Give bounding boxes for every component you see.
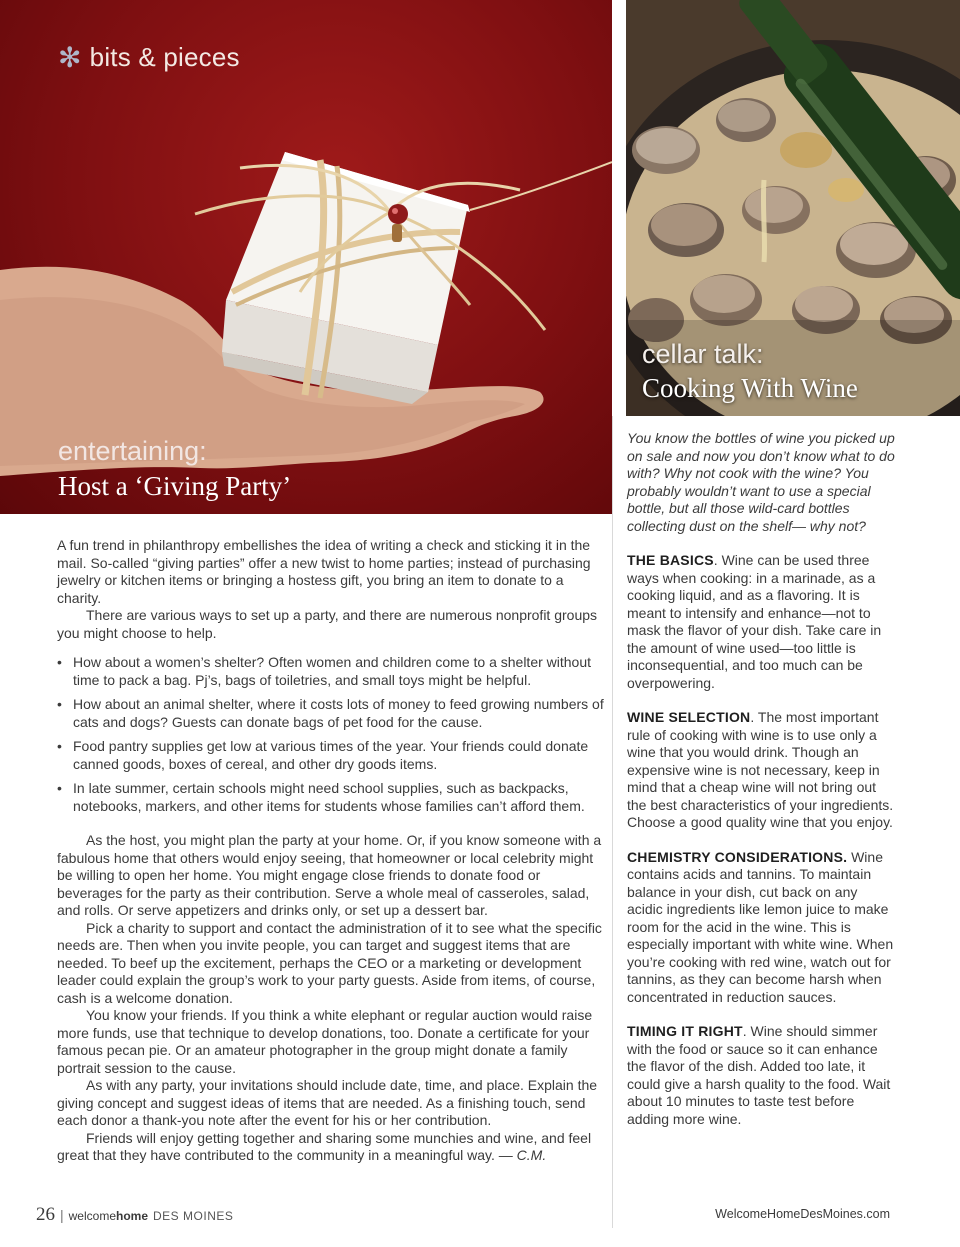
- sidebar-section: [627, 709, 895, 832]
- column-divider: [612, 416, 613, 1228]
- hero-image-gift: [0, 0, 612, 514]
- section-text: . Wine should simmer with the food or sauce so it can enhance the flavor of the dish. Added too late, it could give a harsh quality to the food. Wait about 10 minutes to taste test before adding more wine.: [627, 1023, 891, 1127]
- website-url: WelcomeHomeDesMoines.com: [715, 1207, 890, 1221]
- list-item: • In late summer, certain schools might need school supplies, such as backpacks, notebooks, markers, and other items for students whose families can’t afford them.: [73, 780, 605, 815]
- brand-bold: home: [116, 1209, 149, 1223]
- section-tag-label: bits & pieces: [89, 42, 240, 72]
- article-paragraph: Pick a charity to support and contact the administration of it to see what the specific needs are. Then when you invite people, you can target and suggest items that are needed. To beef up the excitement, perhaps the CEO or a marketing or development leader could explain the group’s work to your party guests. Aside from items, of course, cash is a welcome donation.: [57, 919, 602, 1006]
- sidebar-section: [627, 1023, 895, 1128]
- article-title: Host a ‘Giving Party’: [58, 471, 292, 501]
- brand-light: welcome: [68, 1209, 116, 1223]
- author-signature: C.M.: [516, 1147, 547, 1163]
- section-text: Wine contains acids and tannins. To maintain balance in your dish, cut back on any acidic ingredients like lemon juice to make room for the acid in the wine. This is especially important with white wine. When you’re cooking with red wine, watch out for tannins, as they can become harsh when concentrated in reduction sauces.: [627, 848, 894, 1005]
- article-paragraph: A fun trend in philanthropy embellishes the idea of writing a check and sticking it in the mail. So-called “giving parties” offer a new twist to home parties; instead of purchasing jewelry or kitchen items or bringing a hostess gift, you bring an item to donate to a charity.: [57, 537, 591, 606]
- article-paragraph: You know your friends. If you think a white elephant or regular auction would raise more funds, use that technique to develop donations, too. Donate a certificate for your famous pecan pie. Or an amateur photographer in the group might donate a family portrait session to the cause.: [57, 1007, 593, 1076]
- article-paragraph: As with any party, your invitations should include date, time, and place. Explain the giving concept and suggest ideas of items that are needed. As a finishing touch, send each donor a thank-you note after the event for his or her contribution.: [57, 1077, 598, 1128]
- sidebar-intro: You know the bottles of wine you picked up on sale and now you don’t know what to do with? Why not cook with the wine? You probably wouldn’t want to use a special bottle, but all those wild-card bottles collecting dust on the shelf— why not?: [627, 430, 895, 534]
- section-lead: THE BASICS: [627, 552, 714, 568]
- section-lead: CHEMISTRY CONSIDERATIONS.: [627, 848, 848, 865]
- page-number: 26: [36, 1204, 55, 1225]
- article-kicker: entertaining:: [58, 436, 207, 466]
- section-tag: [58, 42, 240, 73]
- article-paragraph: There are various ways to set up a party, and there are numerous nonprofit groups you might choose to help.: [57, 607, 598, 641]
- magazine-brand: [69, 1209, 148, 1223]
- sidebar-title: Cooking With Wine: [642, 373, 858, 403]
- section-text: . The most important rule of cooking with wine is to use only a wine that you would drink. Though an expensive wine is not necessary, keep in mind that a cheap wine will not bring out the best characteristics of your ingredients. Choose a good quality wine that you enjoy.: [627, 709, 894, 830]
- closing-text: Friends will enjoy getting together and sharing some munchies and wine, and feel great that they have contributed to the community in a meaningful way. —: [57, 1129, 592, 1163]
- folio-separator: |: [60, 1207, 64, 1223]
- section-text: . Wine can be used three ways when cooking: in a marinade, as a cooking liquid, and as a flavoring. It is meant to intensify and enhance—not to mask the flavor of your dish. Take care in the amount of wine used—too little is inconsequential, and too much can be overpowering.: [627, 552, 882, 691]
- list-item: • Food pantry supplies get low at various times of the year. Your friends could donate canned goods, boxes of cereal, and other dry goods items.: [73, 738, 605, 773]
- ideas-list: [57, 654, 605, 815]
- article-paragraph: As the host, you might plan the party at your home. Or, if you know someone with a fabulous home that others would enjoy seeing, that homeowner or local celebrity might be willing to open her home. You might engage close friends to donate food or beverages for the party as their contribution. Serve a whole meal of casseroles, salad, and rolls. Or serve appetizers and drinks only, or set up a dessert bar.: [57, 832, 602, 918]
- article-body: [57, 537, 605, 1165]
- asterisk-flower-icon: ✻: [58, 41, 82, 73]
- section-lead: WINE SELECTION: [627, 709, 751, 725]
- section-lead: TIMING IT RIGHT: [627, 1023, 743, 1039]
- brand-city: DES MOINES: [153, 1209, 234, 1223]
- article-paragraph-final: [57, 1130, 605, 1165]
- footer-folio: [36, 1204, 233, 1226]
- list-item: • How about a women’s shelter? Often women and children come to a shelter without time to pack a bag. Pj’s, bags of toiletries, and small toys might be helpful.: [73, 654, 605, 689]
- sidebar-section: [627, 552, 895, 692]
- sidebar-kicker: cellar talk:: [642, 339, 764, 369]
- sidebar-body: [627, 430, 895, 1145]
- sidebar-section: [627, 849, 895, 1007]
- list-item: • How about an animal shelter, where it costs lots of money to feed growing numbers of cats and dogs? Guests can donate bags of pet food for the cause.: [73, 696, 605, 731]
